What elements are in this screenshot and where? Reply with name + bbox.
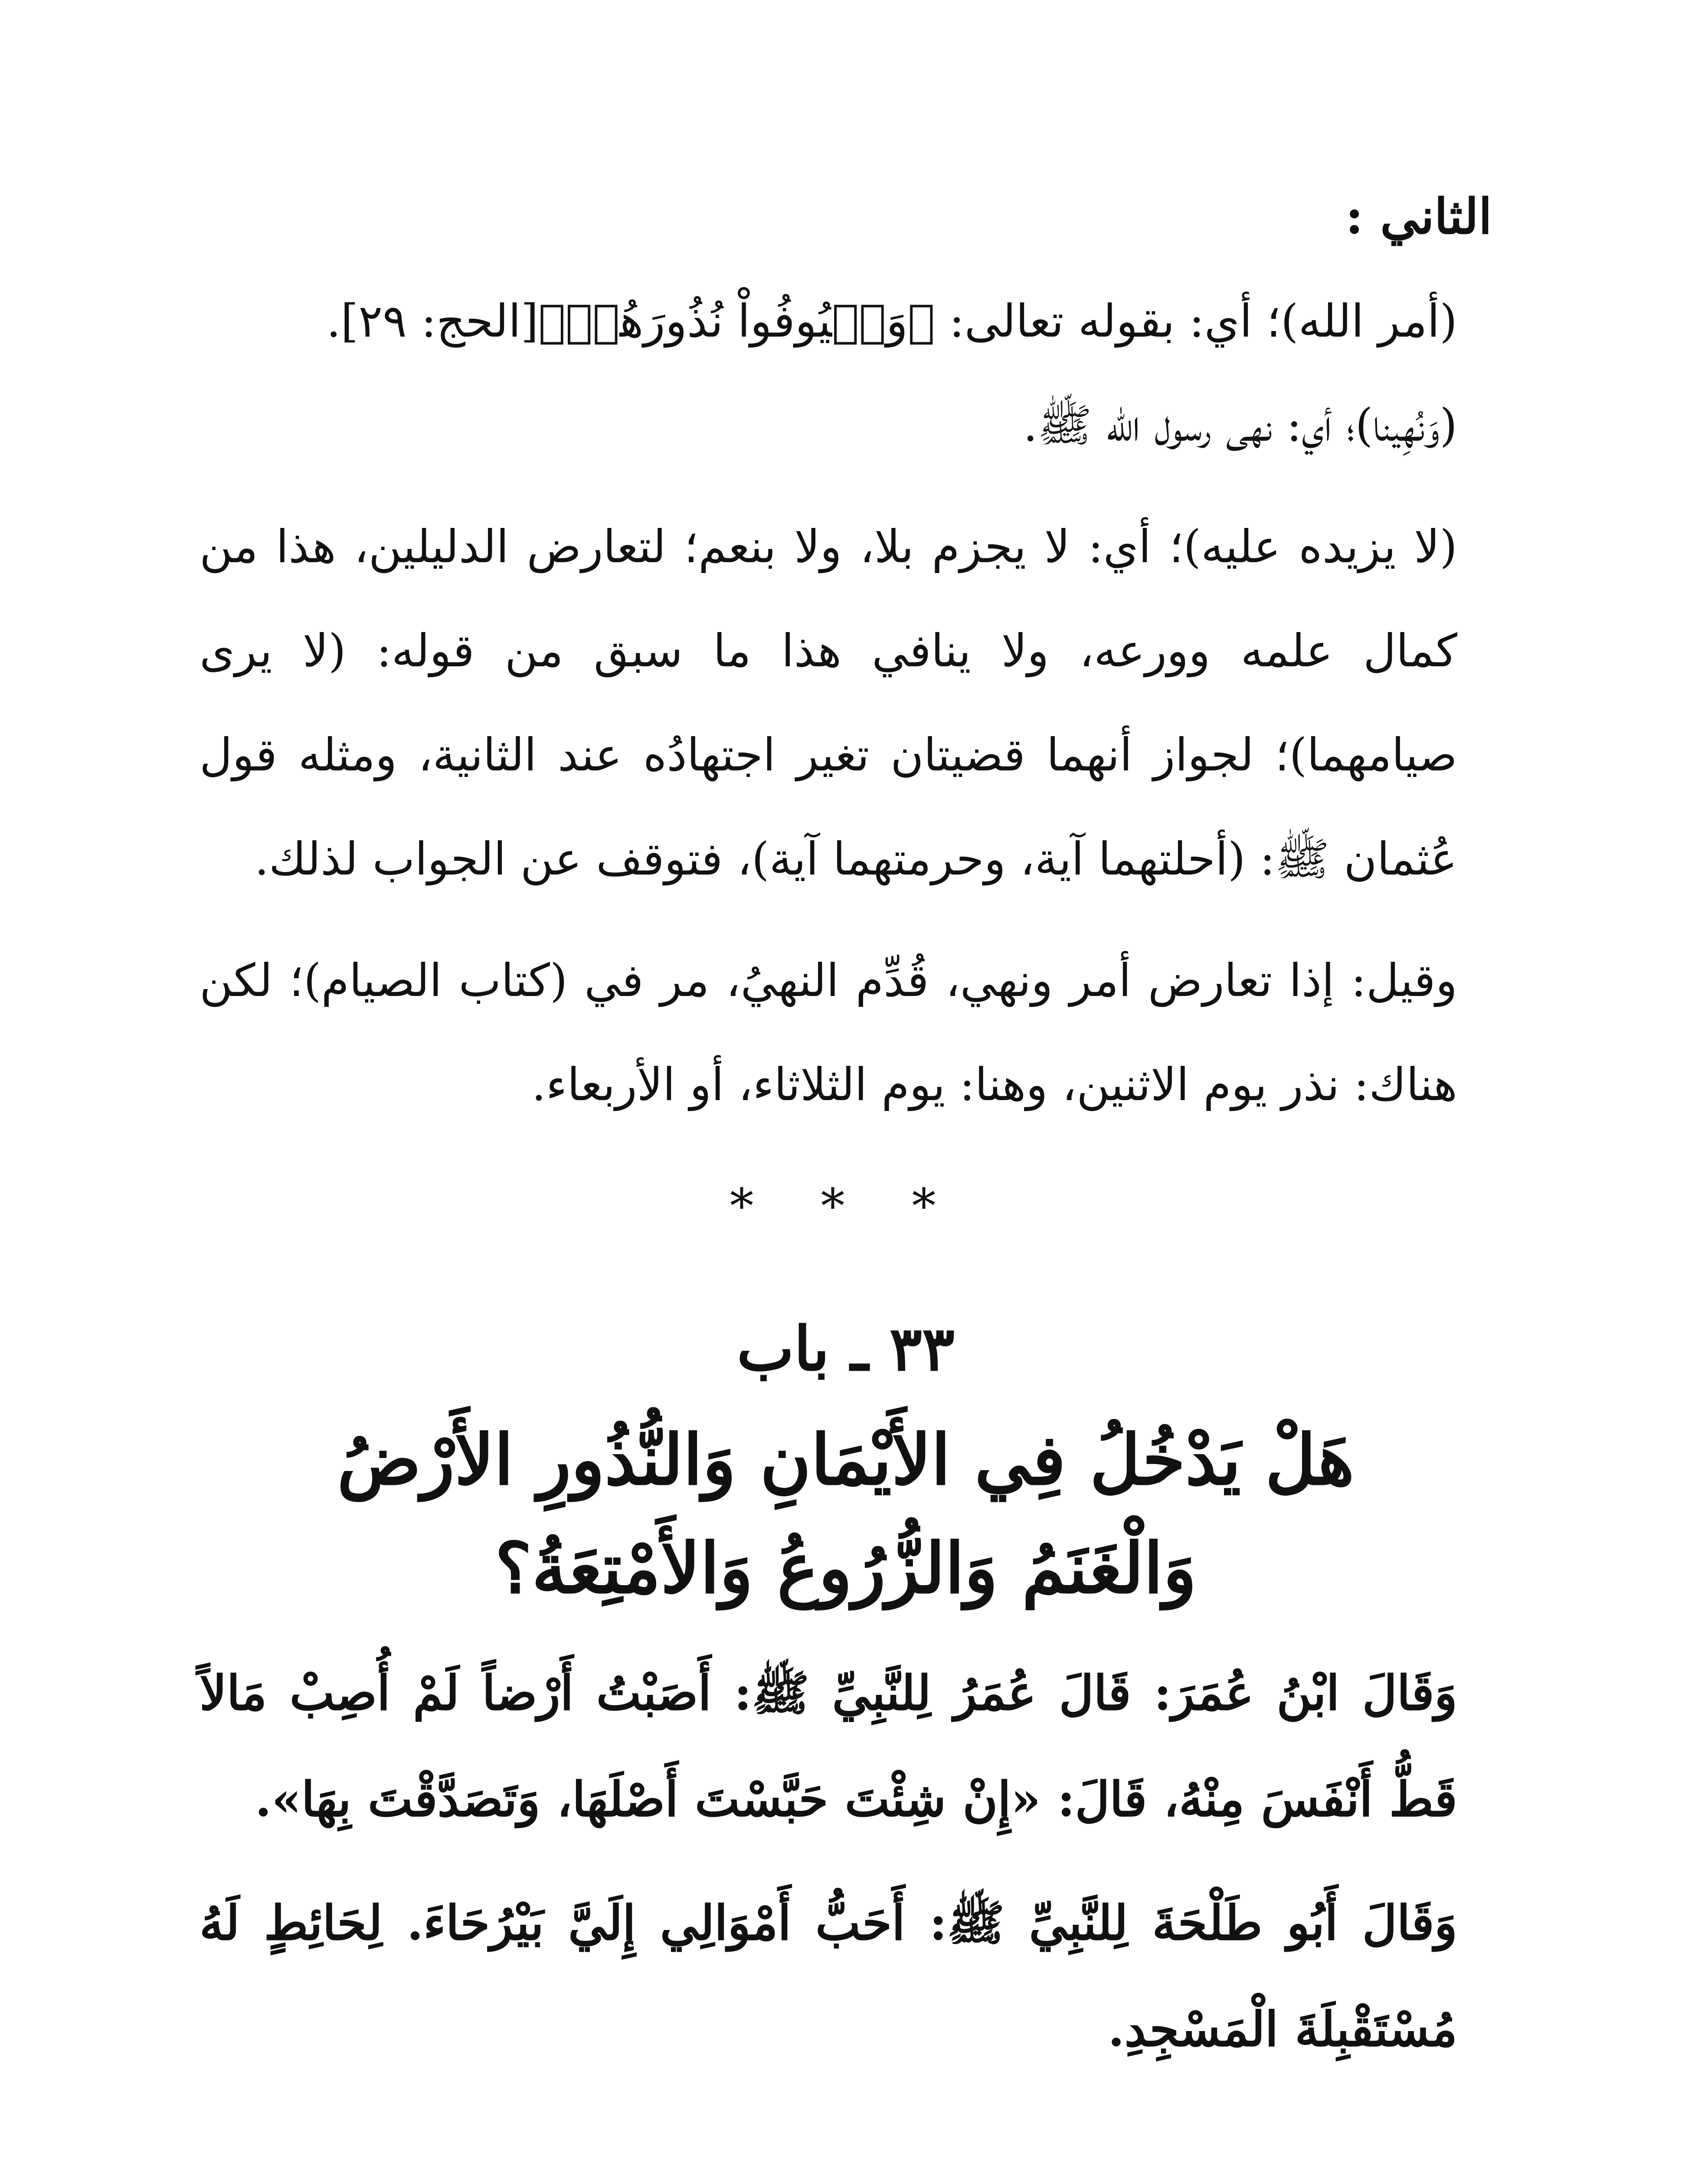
commentary-paragraph-1: (أمر الله)؛ أي: بقوله تعالى: ﴿وَلۡيُوفُواْ نُذُورَهُمۡ﴾[الحج: ٢٩]. xyxy=(326,295,1457,347)
commentary-paragraph-4: وقيل: إذا تعارض أمر ونهي، قُدِّم النهيُ، مر في (كتاب الصيام)؛ لكن هناك: نذر يوم الاثنين، وهنا: يوم الثلاثاء، أو الأربعاء. xyxy=(200,954,1457,1111)
chapter-title-line-2: وَالْغَنَمُ وَالزُّرُوعُ وَالأَمْتِعَةُ؟ xyxy=(495,1527,1197,1609)
hadith-paragraph-1: وَقَالَ ابْنُ عُمَرَ: قَالَ عُمَرُ لِلنَّبِيِّ ﷺ: أَصَبْتُ أَرْضاً لَمْ أُصِبْ مَالاً قَطُّ أَنْفَسَ مِنْهُ، قَالَ: «إِنْ شِئْتَ حَبَّسْتَ أَصْلَهَا، وَتَصَدَّقْتَ بِهَا». xyxy=(200,1665,1457,1827)
section-label: الثاني : xyxy=(1345,188,1492,245)
chapter-title-line-1: هَلْ يَدْخُلُ فِي الأَيْمَانِ وَالنُّذُورِ الأَرْضُ xyxy=(337,1419,1355,1501)
section-separator: * * * xyxy=(730,1178,962,1234)
text-column xyxy=(200,165,1492,2082)
commentary-paragraph-3: (لا يزيده عليه)؛ أي: لا يجزم بلا، ولا بنعم؛ لتعارض الدليلين، هذا من كمال علمه وورعه، ولا ينافي هذا ما سبق من قوله: (لا يرى صيامهما)؛ لجواز أنهما قضيتان تغير اجتهادُه عند الثانية، ومثله قول عُثمان ﷺ: (أحلتهما آية، وحرمتهما آية)، فتوقف عن الجواب لذلك. xyxy=(200,520,1458,885)
chapter-number: ٣٣ ـ باب xyxy=(736,1314,955,1385)
hadith-paragraph-2: وَقَالَ أَبُو طَلْحَةَ لِلنَّبِيِّ ﷺ: أَحَبُّ أَمْوَالِي إِلَيَّ بَيْرُحَاءَ. لِحَائِطٍ لَهُ مُسْتَقْبِلَةَ الْمَسْجِدِ. xyxy=(200,1895,1457,2057)
commentary-paragraph-2: (وَنُهِينا)؛ أي: نهى رسول الله ﷺ. xyxy=(1023,399,1457,452)
